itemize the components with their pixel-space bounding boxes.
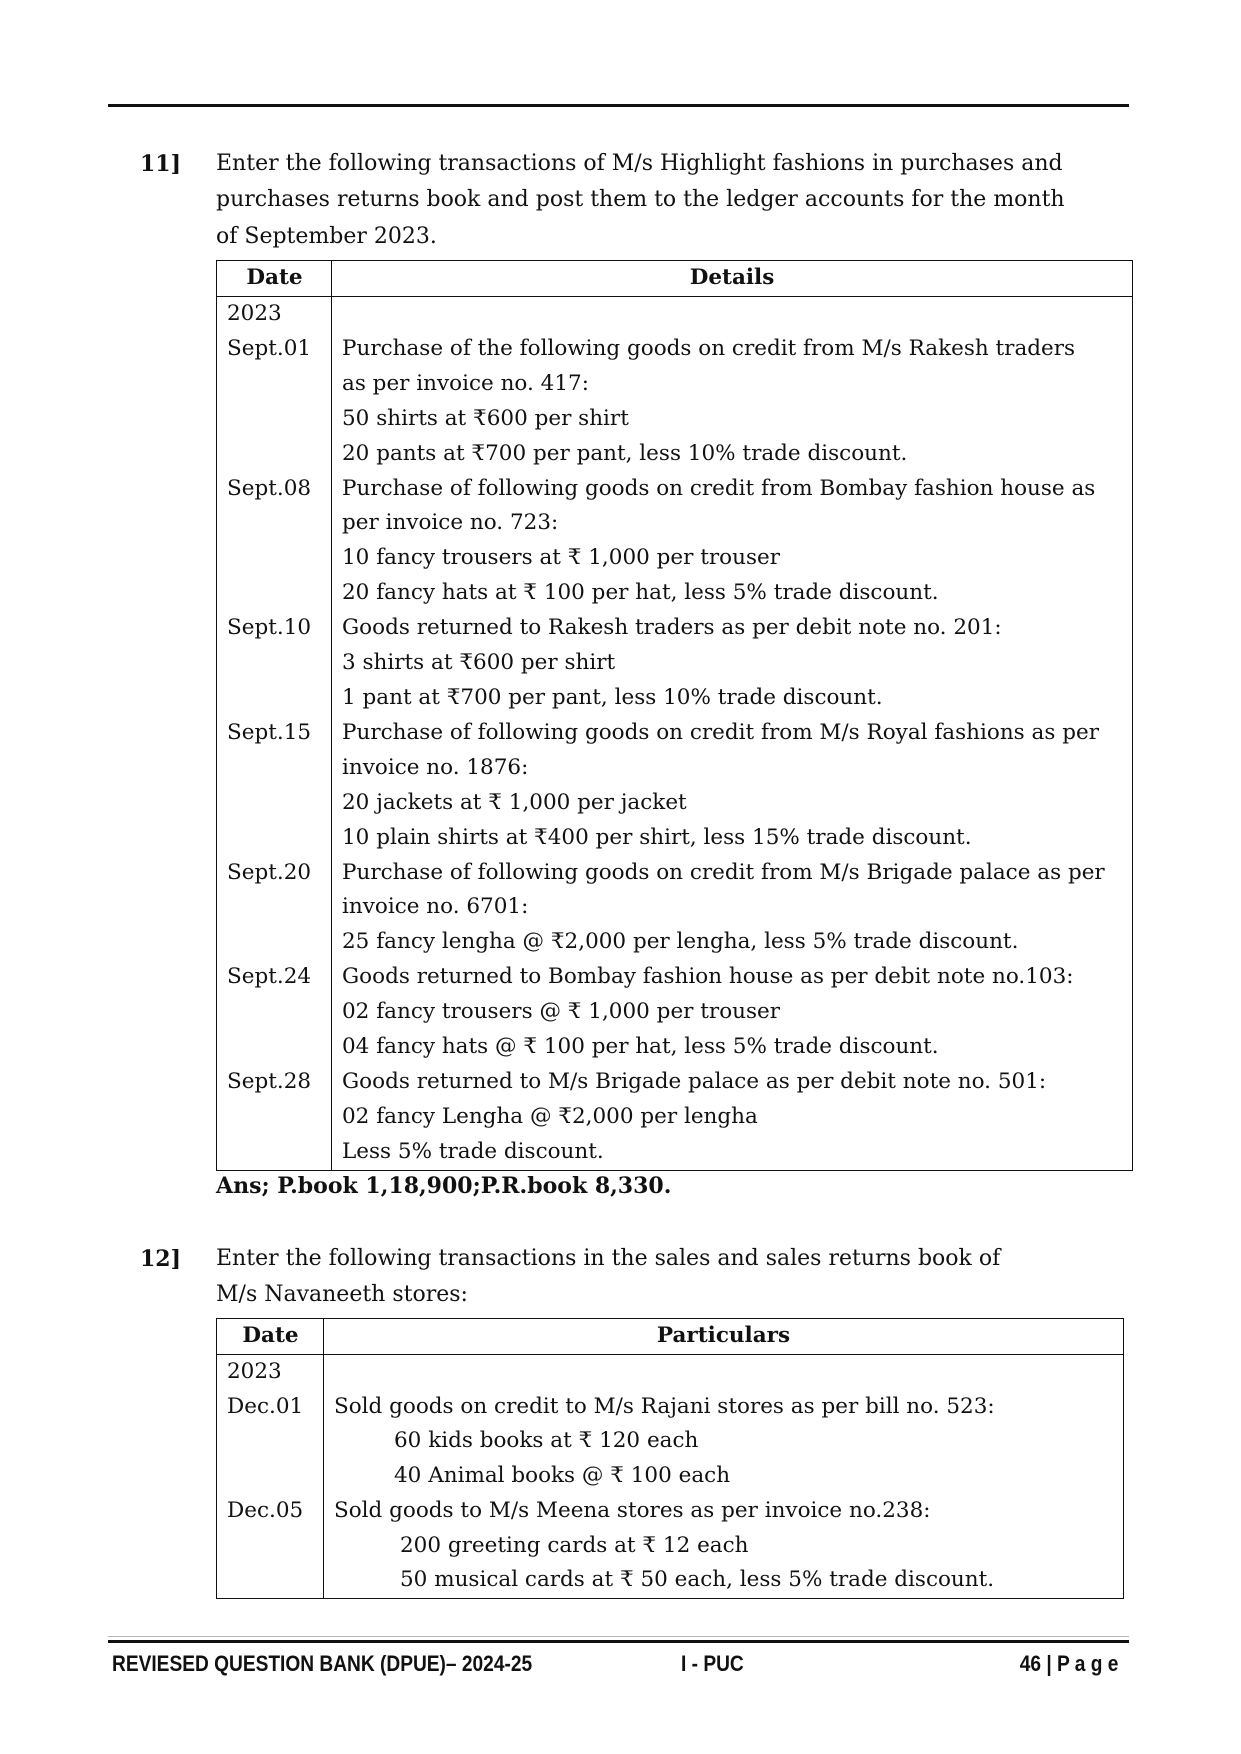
prompt-line: M/s Navaneeth stores: [216, 1282, 468, 1308]
question-prompt [216, 1241, 1000, 1314]
transaction-date: Sept.28 [227, 1068, 312, 1094]
transaction-row [217, 960, 1132, 1065]
answer-line: Ans; P.book 1,18,900;P.R.book 8,330. [216, 1173, 672, 1199]
column-divider [323, 1319, 324, 1598]
transaction-row [217, 472, 1132, 612]
transaction-date: 2023 [227, 301, 282, 326]
transaction-date: Sept.10 [227, 615, 312, 641]
transaction-line: 10 fancy trousers at ₹ 1,000 per trouser [342, 545, 780, 571]
transaction-line: 20 jackets at ₹ 1,000 per jacket [342, 789, 687, 815]
prompt-line: purchases returns book and post them to the ledger accounts for the month [216, 187, 1065, 213]
date-column-header: Date [242, 1323, 299, 1348]
transaction-details [324, 1390, 1123, 1494]
transactions-table-12 [216, 1318, 1124, 1599]
prompt-line: Enter the following transactions in the sales and sales returns book of [216, 1246, 1001, 1271]
transaction-details [332, 960, 1132, 1065]
transaction-line: 02 fancy Lengha @ ₹2,000 per lengha [342, 1103, 758, 1129]
transaction-line: 10 plain shirts at ₹400 per shirt, less 15% trade discount. [342, 824, 972, 850]
transaction-details [332, 856, 1132, 961]
transaction-line: 1 pant at ₹700 per pant, less 10% trade discount. [342, 684, 883, 710]
transaction-line: Purchase of following goods on credit from Bombay fashion house as [342, 475, 1096, 501]
transaction-item: 60 kids books at ₹ 120 each [394, 1428, 699, 1454]
column-divider [331, 261, 332, 1170]
transaction-row [217, 856, 1132, 961]
header-rule [108, 104, 1129, 107]
transaction-date: Dec.01 [227, 1393, 304, 1419]
transaction-item: 50 musical cards at ₹ 50 each, less 5% trade discount. [400, 1567, 995, 1593]
footer-rule [108, 1640, 1129, 1643]
table-body [217, 1355, 1123, 1598]
transaction-row [217, 1065, 1132, 1170]
transaction-row [217, 1390, 1123, 1494]
transaction-item: 40 Animal books @ ₹ 100 each [394, 1463, 731, 1489]
transaction-line: Less 5% trade discount. [342, 1138, 604, 1164]
footer-class: I - PUC [681, 1651, 744, 1676]
date-column-header: Date [246, 265, 303, 290]
transaction-details [324, 1494, 1123, 1598]
transaction-line: Purchase of the following goods on credit from M/s Rakesh traders [342, 335, 1076, 361]
transaction-row [217, 297, 1132, 332]
transaction-details [332, 1065, 1132, 1170]
transaction-row [217, 1355, 1123, 1390]
transaction-date: 2023 [227, 1359, 282, 1384]
transaction-line: Goods returned to M/s Brigade palace as per debit note no. 501: [342, 1068, 1047, 1094]
transaction-line: 25 fancy lengha @ ₹2,000 per lengha, less 5% trade discount. [342, 929, 1019, 955]
transaction-line: 3 shirts at ₹600 per shirt [342, 650, 616, 676]
question-number: 12] [140, 1246, 182, 1272]
transaction-line: 04 fancy hats @ ₹ 100 per hat, less 5% trade discount. [342, 1034, 939, 1060]
transaction-details [332, 716, 1132, 856]
transaction-details [332, 611, 1132, 716]
footer-page-number: 46 | P a g e [1019, 1651, 1118, 1676]
transaction-line: Purchase of following goods on credit from M/s Brigade palace as per [342, 859, 1105, 885]
table-header-row [217, 1319, 1123, 1355]
transaction-details [324, 1355, 1123, 1390]
transaction-row [217, 332, 1132, 472]
transaction-date: Dec.05 [227, 1497, 304, 1523]
transaction-line: per invoice no. 723: [342, 510, 559, 536]
transaction-line: 20 fancy hats at ₹ 100 per hat, less 5% trade discount. [342, 580, 939, 606]
transaction-line: Goods returned to Rakesh traders as per debit note no. 201: [342, 615, 1002, 641]
table-header-row [217, 261, 1132, 297]
transaction-date: Sept.20 [227, 859, 312, 885]
transaction-line: Sold goods to M/s Meena stores as per invoice no.238: [334, 1497, 931, 1523]
footer-rule-thin [108, 1636, 1129, 1637]
footer-title: REVIESED QUESTION BANK (DPUE)– 2024-25 [112, 1651, 533, 1676]
transaction-date: Sept.08 [227, 475, 312, 501]
particulars-column-header: Particulars [656, 1323, 791, 1348]
transaction-line: Purchase of following goods on credit from M/s Royal fashions as per [342, 719, 1099, 745]
transaction-line: Sold goods on credit to M/s Rajani stores as per bill no. 523: [334, 1393, 995, 1419]
transaction-date: Sept.01 [227, 335, 312, 361]
prompt-line: Enter the following transactions of M/s Highlight fashions in purchases and [216, 151, 1063, 176]
transaction-line: invoice no. 6701: [342, 894, 529, 920]
transaction-line: 50 shirts at ₹600 per shirt [342, 405, 629, 431]
transaction-row [217, 611, 1132, 716]
transaction-date: Sept.24 [227, 964, 312, 990]
transactions-table-11 [216, 260, 1133, 1171]
details-column-header: Details [689, 265, 775, 290]
question-prompt [216, 146, 1065, 255]
question-number: 11] [140, 151, 182, 177]
transaction-line: invoice no. 1876: [342, 754, 529, 780]
transaction-details [332, 297, 1132, 332]
prompt-line: of September 2023. [216, 223, 437, 249]
transaction-line: 20 pants at ₹700 per pant, less 10% trade discount. [342, 440, 908, 466]
transaction-details [332, 472, 1132, 612]
table-body [217, 297, 1132, 1170]
transaction-details [332, 332, 1132, 472]
transaction-line: Goods returned to Bombay fashion house as per debit note no.103: [342, 964, 1074, 990]
transaction-item: 200 greeting cards at ₹ 12 each [400, 1532, 749, 1558]
transaction-date: Sept.15 [227, 719, 312, 745]
transaction-line: 02 fancy trousers @ ₹ 1,000 per trouser [342, 999, 781, 1025]
transaction-line: as per invoice no. 417: [342, 370, 589, 396]
transaction-row [217, 1494, 1123, 1598]
transaction-row [217, 716, 1132, 856]
